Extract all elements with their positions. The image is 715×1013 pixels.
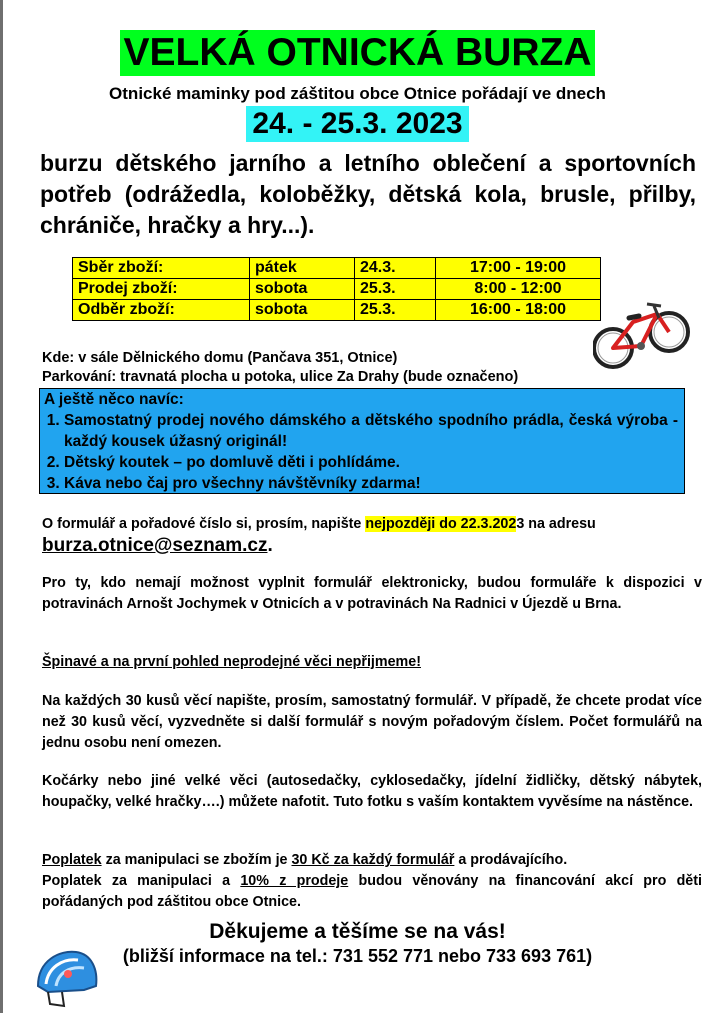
email-period: . <box>267 535 273 556</box>
fee-paragraph <box>42 850 702 913</box>
schedule-day: sobota <box>250 279 355 300</box>
fee-text-2: Poplatek za manipulaci a <box>42 873 241 889</box>
location-block <box>42 349 518 387</box>
schedule-day: sobota <box>250 300 355 321</box>
thanks-text: Děkujeme a těšíme se na vás! <box>209 920 506 943</box>
dates-wrap <box>0 106 715 142</box>
parking-text: Parkování: travnatá plocha u potoka, ulice Za Drahy (bude označeno) <box>42 369 519 385</box>
schedule-table <box>72 257 601 321</box>
schedule-date: 25.3. <box>355 279 436 300</box>
schedule-date: 25.3. <box>355 300 436 321</box>
fee-text: za manipulaci se zbožím je <box>101 852 292 868</box>
schedule-day: pátek <box>250 258 355 279</box>
contact-info: (bližší informace na tel.: 731 552 771 nebo 733 693 761) <box>122 946 593 966</box>
dirty-notice: Špinavé a na první pohled neprodejné věci nepřijmeme! <box>42 654 421 670</box>
table-row <box>73 258 601 279</box>
schedule-label: Sběr zboží: <box>73 258 250 279</box>
schedule-time: 8:00 - 12:00 <box>436 279 601 300</box>
schedule-time: 16:00 - 18:00 <box>436 300 601 321</box>
location-text: Kde: v sále Dělnického domu (Pančava 351, Otnice) <box>42 350 398 366</box>
helmet-icon <box>34 946 100 1008</box>
schedule-label: Odběr zboží: <box>73 300 250 321</box>
form-paragraph <box>42 514 702 558</box>
lead-text: burzu dětského jarního a letního oblečení a sportovních potřeb (odrážedla, koloběžky, dětská kola, brusle, přilby, chrániče, hračky a hry...). <box>40 150 696 238</box>
title-wrap <box>0 30 715 76</box>
schedule-time: 17:00 - 19:00 <box>436 258 601 279</box>
schedule-label: Prodej zboží: <box>73 279 250 300</box>
extras-list <box>40 410 684 494</box>
fee-percent: 10% z prodeje <box>240 873 349 889</box>
list-item: 1. Samostatný prodej nového dámského a dětského spodního prádla, česká výroba - každý kousek úžasný originál! <box>64 410 678 452</box>
big-items-paragraph: Kočárky nebo jiné velké věci (autosedačky, cyklosedačky, jídelní židličky, dětský nábytek, houpačky, velké hračky….) můžete nafotit. Tuto fotku s vaším kontaktem vyvěsíme na nástěnce. <box>42 773 702 810</box>
list-item: 3. Káva nebo čaj pro všechny návštěvníky zdarma! <box>64 473 678 494</box>
per-30-paragraph: Na každých 30 kusů věcí napište, prosím, samostatný formulář. V případě, že chcete prodat více než 30 kusů věcí, vyzvedněte si další formulář s novým pořadovým číslem. Počet formulářů na jednu osobu není omezen. <box>42 693 702 751</box>
fee-text-end: a prodávajícího. <box>454 852 568 868</box>
fee-amount: 30 Kč za každý formulář <box>291 852 455 868</box>
form-text-after: na adresu <box>524 516 596 532</box>
event-dates: 24. - 25.3. 2023 <box>246 106 468 142</box>
table-row <box>73 279 601 300</box>
paper-forms-paragraph: Pro ty, kdo nemají možnost vyplnit formulář elektronicky, budou formuláře k dispozici v potravinách Arnošt Jochymek v Otnicích a v potravinách Na Radnici v Újezdě u Brna. <box>42 575 702 612</box>
extras-box <box>39 388 685 494</box>
list-item: 2. Dětský koutek – po domluvě děti i pohlídáme. <box>64 452 678 473</box>
schedule-date: 24.3. <box>355 258 436 279</box>
extras-heading: A ještě něco navíc: <box>44 391 184 408</box>
subtitle: Otnické maminky pod záštitou obce Otnice pořádají ve dnech <box>109 84 606 103</box>
fee-text-3: budou věnovány na financování akcí pro děti pořádaných pod záštitou obce Otnice. <box>42 873 702 910</box>
fee-word: Poplatek <box>42 852 102 868</box>
email-link[interactable]: burza.otnice@seznam.cz <box>42 535 268 556</box>
deadline-tail: 3 <box>516 516 525 532</box>
bicycle-icon <box>593 292 691 374</box>
page-title: VELKÁ OTNICKÁ BURZA <box>120 30 596 76</box>
form-text: O formulář a pořadové číslo si, prosím, napište <box>42 516 366 532</box>
table-row <box>73 300 601 321</box>
page-edge <box>0 0 3 1013</box>
deadline-highlight: nejpozději do 22.3.202 <box>365 516 517 532</box>
